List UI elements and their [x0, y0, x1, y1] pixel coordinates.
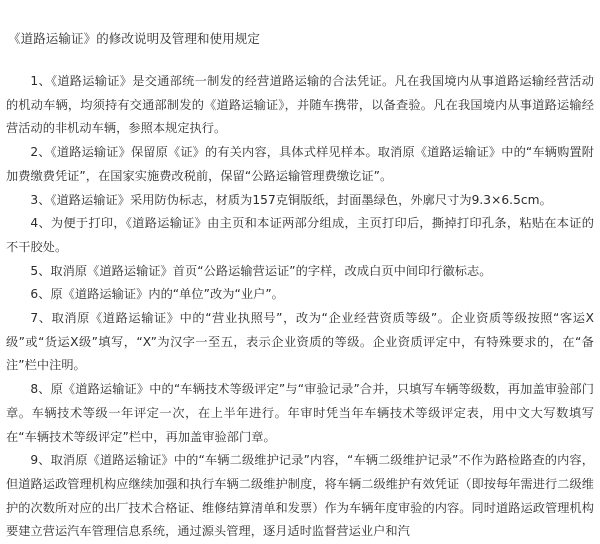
paragraph-9: 9、取消原《道路运输证》中的“车辆二级维护记录”内容，“车辆二级维护记录”不作为路检路查的内容，但道路运政管理机构应继续加强和执行车辆二级维护制度，将车辆二级维护有效凭证（即按每年需进行二级维护的次数所对应的出厂技术合格证、维修结算清单和发票）作为车辆年度审验的内容。同时道路运政管理机构要建立营运汽车管理信息系统，通过源头管理，逐月适时监督营运业户和汽	[6, 453, 594, 539]
paragraph-5: 5、取消原《道路运输证》首页“公路运输营运证”的字样，改成白页中间印行徽标志。	[30, 263, 492, 278]
paragraph-1: 1、《道路运输证》是交通部统一制发的经营道路运输的合法凭证。凡在我国境内从事道路运输经营活动的机动车辆，均须持有交通部制发的《道路运输证》，并随车携带，以备查验。凡在我国境内从事道路运输经营活动的非机动车辆，参照本规定执行。	[6, 74, 594, 136]
document-body	[6, 70, 594, 544]
document-title: 《道路运输证》的修改说明及管理和使用规定	[8, 31, 261, 46]
paragraph-6: 6、原《道路运输证》内的“单位”改为“业户”。	[30, 287, 284, 302]
paragraph-7: 7、取消原《道路运输证》中的“营业执照号”，改为“企业经营资质等级”。企业资质等级按照“客运X级”或“货运X级”填写，“X”为汉字一至五，表示企业资质的等级。企业资质评定中，有特殊要求的，在“备注”栏中注明。	[6, 311, 594, 373]
paragraph-4: 4、为便于打印，《道路运输证》由主页和本证两部分组成，主页打印后，撕掉打印孔条，粘贴在本证的不干胶处。	[6, 216, 594, 254]
paragraph-3: 3、《道路运输证》采用防伪标志，材质为157克铜版纸，封面墨绿色，外廓尺寸为9.3×6.5cm。	[30, 192, 552, 207]
paragraph-8: 8、原《道路运输证》中的“车辆技术等级评定”与“审验记录”合并，只填写车辆等级数，再加盖审验部门章。车辆技术等级一年评定一次，在上半年进行。年审时凭当年车辆技术等级评定表，用中文大写数填写在“车辆技术等级评定”栏中，再加盖审验部门章。	[6, 382, 594, 444]
paragraph-2: 2、《道路运输证》保留原《证》的有关内容，具体式样见样本。取消原《道路运输证》中的“车辆购置附加费缴费凭证”，在国家实施费改税前，保留“公路运输管理费缴讫证”。	[6, 145, 594, 183]
